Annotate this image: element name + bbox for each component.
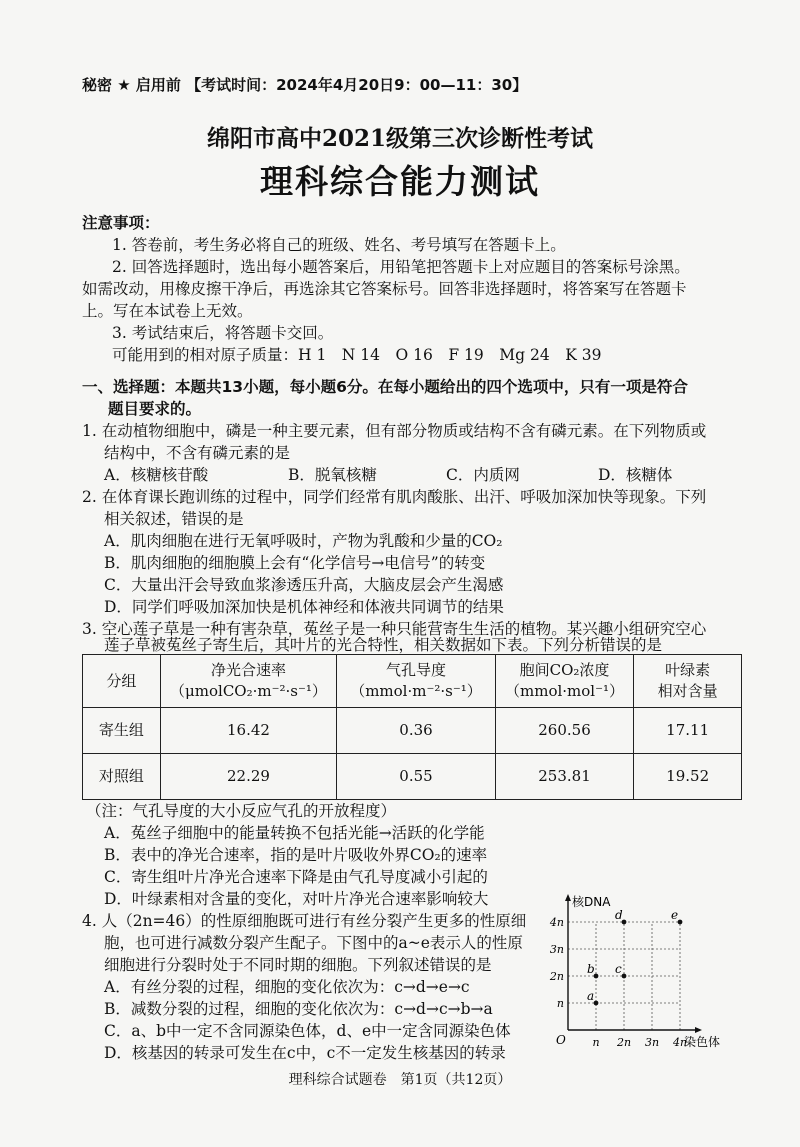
section-heading-cont: 题目要求的。 (108, 400, 202, 418)
q3-option-a: A．菟丝子细胞中的能量转换不包括光能→活跃的化学能 (104, 824, 485, 842)
photosynthesis-data-table (82, 654, 742, 800)
question-4-stem: 4. 人（2n=46）的性原细胞既可进行有丝分裂产生更多的性原细 (82, 912, 527, 930)
table-cell: 0.55 (337, 754, 495, 800)
notes-line: 3. 考试结束后，将答题卡交回。 (112, 324, 334, 342)
q4-option-b: B．减数分裂的过程，细胞的变化依次为：c→d→c→b→a (104, 1000, 493, 1018)
table-header-cell: 分组 (83, 655, 161, 708)
table-cell: 253.81 (495, 754, 634, 800)
dna-chromosome-chart (548, 880, 748, 1050)
x-tick-label: 3n (644, 1036, 660, 1049)
table-header-cell: 气孔导度 （mmol·m⁻²·s⁻¹） (337, 655, 495, 708)
q4-option-a: A．有丝分裂的过程，细胞的变化依次为：c→d→e→c (104, 978, 470, 996)
data-point (622, 974, 627, 979)
question-1-stem: 结构中，不含有磷元素的是 (104, 444, 291, 462)
y-tick-label: 3n (549, 943, 564, 956)
x-axis-label: 染色体 (684, 1035, 721, 1049)
page-footer: 理科综合试题卷 第1页（共12页） (288, 1072, 512, 1088)
q4-option-c: C．a、b中一定不含同源染色体，d、e中一定含同源染色体 (104, 1022, 511, 1040)
question-4-stem: 胞，也可进行减数分裂产生配子。下图中的a~e表示人的性原 (104, 934, 523, 952)
question-3-stem: 3. 空心莲子草是一种有害杂草，菟丝子是一种只能营寄生生活的植物。某兴趣小组研究空心 (82, 620, 707, 638)
table-cell: 19.52 (634, 754, 742, 800)
q3-option-c: C．寄生组叶片净光合速率下降是由气孔导度减小引起的 (104, 868, 488, 886)
table-header-cell: 净光合速率 （μmolCO₂·m⁻²·s⁻¹） (160, 655, 337, 708)
table-header-cell: 叶绿素 相对含量 (634, 655, 742, 708)
q1-option-c: C．内质网 (446, 466, 520, 484)
exam-header: 秘密 ★ 启用前 【考试时间：2024年4月20日9：00—11：30】 (82, 76, 528, 94)
y-tick-label: 4n (549, 916, 564, 929)
q2-option-c: C．大量出汗会导致血浆渗透压升高，大脑皮层会产生渴感 (104, 576, 504, 594)
question-1-stem: 1. 在动植物细胞中，磷是一种主要元素，但有部分物质或结构不含有磷元素。在下列物质或 (82, 422, 707, 440)
x-tick-label: 2n (616, 1036, 632, 1049)
y-axis-arrow (565, 894, 571, 901)
table-cell: 0.36 (337, 708, 495, 754)
table-cell: 16.42 (160, 708, 337, 754)
table-row (83, 754, 742, 800)
table-cell: 寄生组 (83, 708, 161, 754)
data-point-label: d (615, 908, 623, 922)
question-2-stem: 相关叙述，错误的是 (104, 510, 244, 528)
y-tick-label: 2n (549, 970, 564, 983)
notes-line: 2. 回答选择题时，选出每小题答案后，用铅笔把答题卡上对应题目的答案标号涂黑。 (112, 258, 690, 276)
exam-subject-title: 理科综合能力测试 (260, 162, 540, 201)
notes-line: 1. 答卷前，考生务必将自己的班级、姓名、考号填写在答题卡上。 (112, 236, 566, 254)
question-2-stem: 2. 在体育课长跑训练的过程中，同学们经常有肌肉酸胀、出汗、呼吸加深加快等现象。下列 (82, 488, 707, 506)
data-point-label: b (587, 962, 595, 976)
q1-option-b: B．脱氧核糖 (288, 466, 377, 484)
data-point-label: c (615, 962, 622, 976)
section-heading: 一、选择题：本题共13小题，每小题6分。在每小题给出的四个选项中，只有一项是符合 (82, 378, 688, 396)
question-4-stem: 细胞进行分裂时处于不同时期的细胞。下列叙述错误的是 (104, 956, 492, 974)
q1-option-d: D．核糖体 (598, 466, 673, 484)
q3-option-d: D．叶绿素相对含量的变化，对叶片净光合速率影响较大 (104, 890, 489, 908)
x-axis-arrow (695, 1027, 702, 1033)
q2-option-b: B．肌肉细胞的细胞膜上会有“化学信号→电信号”的转变 (104, 554, 486, 572)
table-note: （注：气孔导度的大小反应气孔的开放程度） (86, 802, 397, 820)
atomic-mass-line: 可能用到的相对原子质量：H 1 N 14 O 16 F 19 Mg 24 K 39 (112, 346, 602, 364)
question-3-stem: 莲子草被菟丝子寄生后，其叶片的光合特性，相关数据如下表。下列分析错误的是 (104, 636, 663, 654)
data-point (678, 920, 683, 925)
origin-label: O (556, 1033, 566, 1047)
y-tick-label: n (556, 997, 564, 1010)
data-point-label: e (671, 908, 679, 922)
q1-option-a: A．核糖核苷酸 (104, 466, 209, 484)
x-tick-label: 4n (672, 1036, 688, 1049)
table-cell: 对照组 (83, 754, 161, 800)
notes-line: 上。写在本试卷上无效。 (82, 302, 253, 320)
q2-option-a: A．肌肉细胞在进行无氧呼吸时，产物为乳酸和少量的CO₂ (104, 532, 503, 550)
data-point-label: a (587, 989, 595, 1003)
x-tick-label: n (592, 1036, 600, 1049)
notes-heading: 注意事项： (82, 214, 160, 232)
q3-option-b: B．表中的净光合速率，指的是叶片吸收外界CO₂的速率 (104, 846, 488, 864)
y-axis-label: 核DNA (572, 895, 611, 909)
notes-line: 如需改动，用橡皮擦干净后，再选涂其它答案标号。回答非选择题时，将答案写在答题卡 (82, 280, 687, 298)
q2-option-d: D．同学们呼吸加深加快是机体神经和体液共同调节的结果 (104, 598, 504, 616)
table-cell: 260.56 (495, 708, 634, 754)
table-header-cell: 胞间CO₂浓度 （mmol·mol⁻¹） (495, 655, 634, 708)
q4-option-d: D．核基因的转录可发生在c中，c不一定发生核基因的转录 (104, 1044, 506, 1062)
table-cell: 22.29 (160, 754, 337, 800)
table-cell: 17.11 (634, 708, 742, 754)
data-point (594, 1001, 599, 1006)
exam-title: 绵阳市高中2021级第三次诊断性考试 (206, 125, 593, 152)
table-row (83, 708, 742, 754)
